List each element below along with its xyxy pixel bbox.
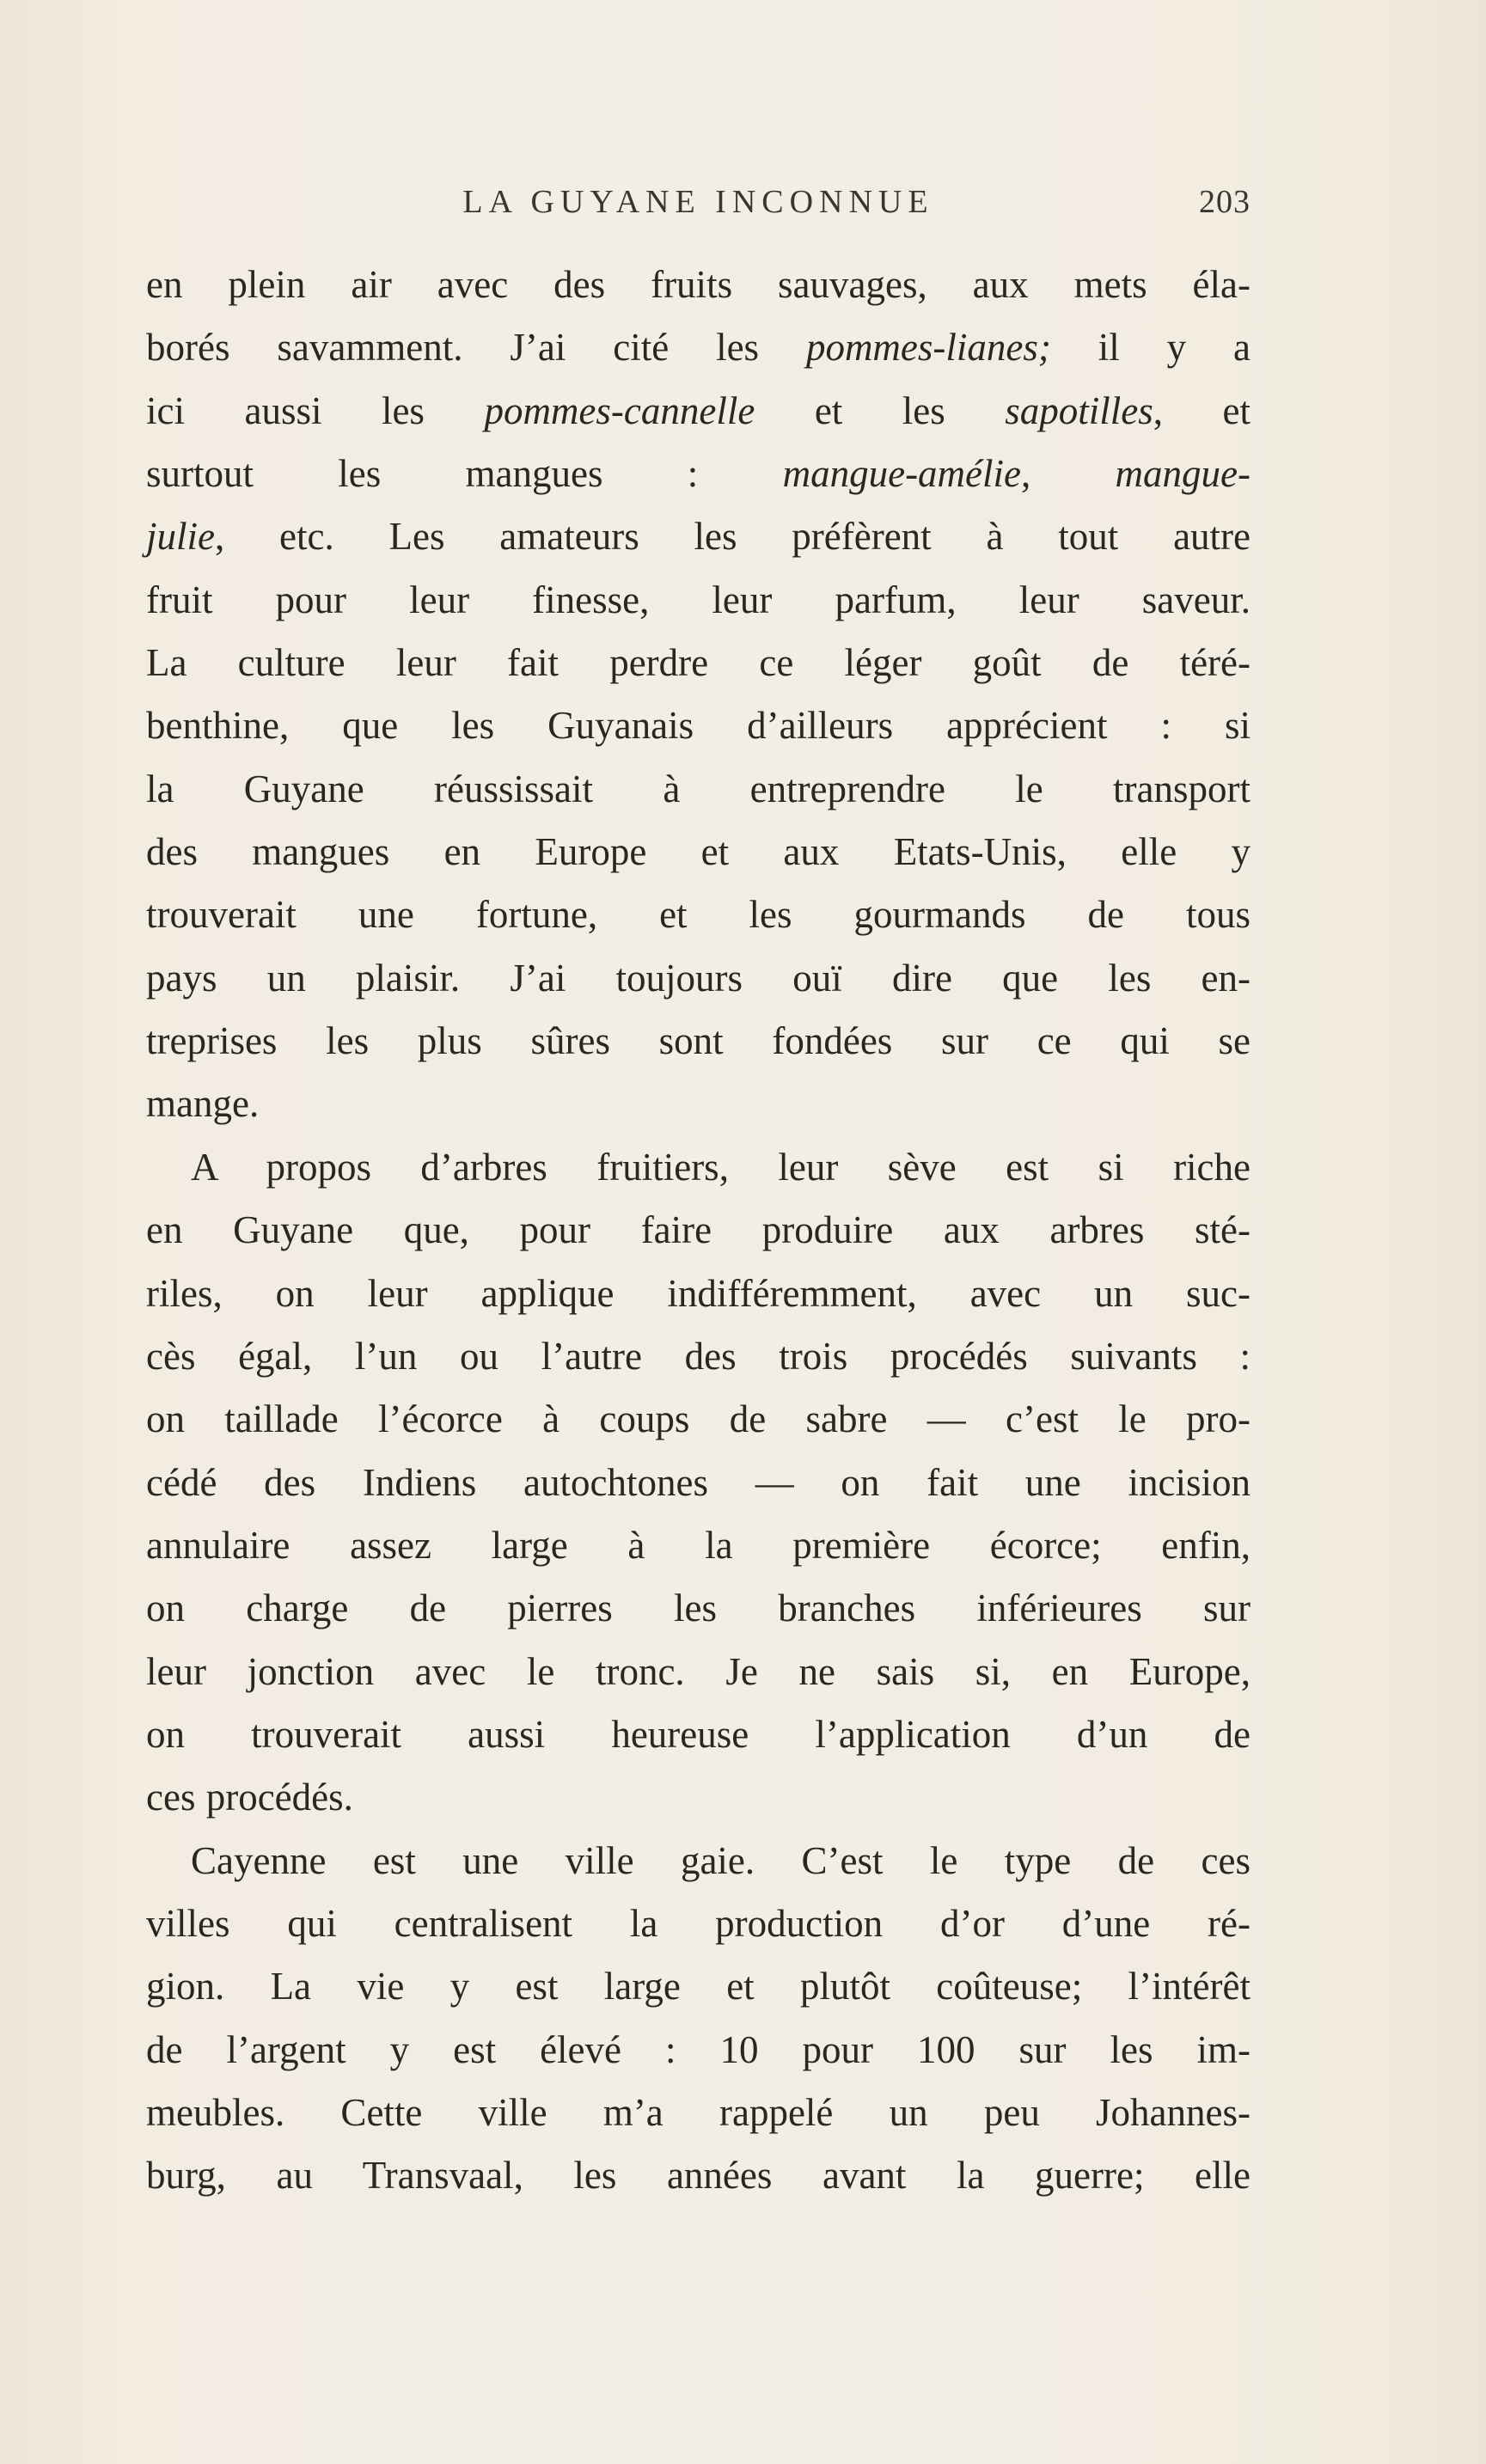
- text-span: , etc. Les amateurs les préfèrent à tout autre: [214, 515, 1251, 559]
- text-line: [146, 1452, 1251, 1514]
- text-span: Cayenne est une ville gaie. C’est le type de ces: [191, 1838, 1251, 1882]
- text-line: [146, 443, 1251, 505]
- text-line: [146, 505, 1251, 568]
- text-span: ces procédés.: [146, 1776, 353, 1819]
- text-span: des mangues en Europe et aux Etats-Unis, elle y: [146, 830, 1251, 874]
- text-span: on trouverait aussi heureuse l’application d’un de: [146, 1712, 1251, 1756]
- running-title: LA GUYANE INCONNUE: [462, 184, 934, 220]
- text-line: [146, 1263, 1251, 1325]
- text-span: leur jonction avec le tronc. Je ne sais si, en Europe,: [146, 1649, 1251, 1693]
- text-line: [146, 1955, 1251, 2018]
- italic-text: mangue-: [1115, 452, 1251, 496]
- text-span: cédé des Indiens autochtones — on fait une incision: [146, 1460, 1251, 1504]
- text-span: fruit pour leur finesse, leur parfum, leur saveur.: [146, 578, 1251, 621]
- text-span: cès égal, l’un ou l’autre des trois procédés suivants :: [146, 1334, 1251, 1378]
- text-line: [146, 1830, 1251, 1892]
- text-span: mange.: [146, 1082, 260, 1126]
- text-span: treprises les plus sûres sont fondées sur ce qui se: [146, 1019, 1251, 1063]
- text-line: [146, 694, 1251, 757]
- text-span: meubles. Cette ville m’a rappelé un peu Johannes-: [146, 2090, 1251, 2134]
- text-span: et les: [755, 388, 1006, 432]
- text-span: pays un plaisir. J’ai toujours ouï dire que les en-: [146, 956, 1251, 1000]
- text-line: [146, 2082, 1251, 2144]
- text-line: [146, 1010, 1251, 1073]
- text-line: [146, 2019, 1251, 2082]
- italic-text: pommes-cannelle: [484, 388, 755, 432]
- text-span: villes qui centralisent la production d’or d’une ré-: [146, 1901, 1251, 1945]
- page-header: [146, 176, 1251, 228]
- text-line: [146, 821, 1251, 883]
- text-line: [146, 1073, 1251, 1135]
- text-span: trouverait une fortune, et les gourmands de tous: [146, 893, 1251, 937]
- text-span: on charge de pierres les branches inférieures sur: [146, 1587, 1251, 1630]
- text-line: [146, 883, 1251, 946]
- text-line: [146, 1514, 1251, 1577]
- text-span: la Guyane réussissait à entreprendre le transport: [146, 767, 1251, 810]
- text-span: ,: [1021, 452, 1116, 496]
- text-span: riles, on leur applique indifféremment, avec un suc-: [146, 1271, 1251, 1315]
- text-line: [146, 316, 1251, 379]
- text-line: [146, 1388, 1251, 1451]
- text-span: A propos d’arbres fruitiers, leur sève est si riche: [191, 1145, 1251, 1189]
- text-line: [146, 1766, 1251, 1829]
- text-span: ici aussi les: [146, 388, 485, 432]
- italic-text: julie: [146, 515, 215, 559]
- text-span: on taillade l’écorce à coups de sabre — c’est le pro-: [146, 1397, 1251, 1441]
- page-number: 203: [1199, 184, 1251, 220]
- text-line: [146, 1199, 1251, 1262]
- text-line: [146, 632, 1251, 694]
- text-line: [146, 569, 1251, 632]
- text-line: [146, 1641, 1251, 1703]
- text-line: [146, 758, 1251, 821]
- text-span: annulaire assez large à la première écorce; enfin,: [146, 1523, 1251, 1567]
- italic-text: pommes-lianes;: [805, 326, 1051, 370]
- italic-text: mangue-amélie: [782, 452, 1021, 496]
- text-line: [146, 1577, 1251, 1640]
- text-span: La culture leur fait perdre ce léger goût de téré-: [146, 641, 1251, 685]
- text-line: [146, 947, 1251, 1010]
- text-line: [146, 1325, 1251, 1388]
- text-span: burg, au Transvaal, les années avant la guerre; elle: [146, 2154, 1251, 2198]
- italic-text: sapotilles: [1005, 388, 1153, 432]
- body-text: [146, 254, 1251, 2208]
- text-line: [146, 2144, 1251, 2207]
- text-span: de l’argent y est élevé : 10 pour 100 sur les im-: [146, 2027, 1251, 2071]
- text-span: borés savamment. J’ai cité les: [146, 326, 806, 370]
- text-span: il y a: [1050, 326, 1251, 370]
- text-line: [146, 254, 1251, 316]
- text-line: [146, 1703, 1251, 1766]
- text-span: en plein air avec des fruits sauvages, aux mets éla-: [146, 263, 1251, 306]
- text-span: , et: [1153, 388, 1251, 432]
- text-span: surtout les mangues :: [146, 452, 783, 496]
- text-span: benthine, que les Guyanais d’ailleurs apprécient : si: [146, 704, 1251, 748]
- text-line: [146, 1136, 1251, 1199]
- text-span: gion. La vie y est large et plutôt coûteuse; l’intérêt: [146, 1965, 1251, 2008]
- text-span: en Guyane que, pour faire produire aux arbres sté-: [146, 1208, 1251, 1252]
- text-line: [146, 380, 1251, 443]
- text-line: [146, 1892, 1251, 1955]
